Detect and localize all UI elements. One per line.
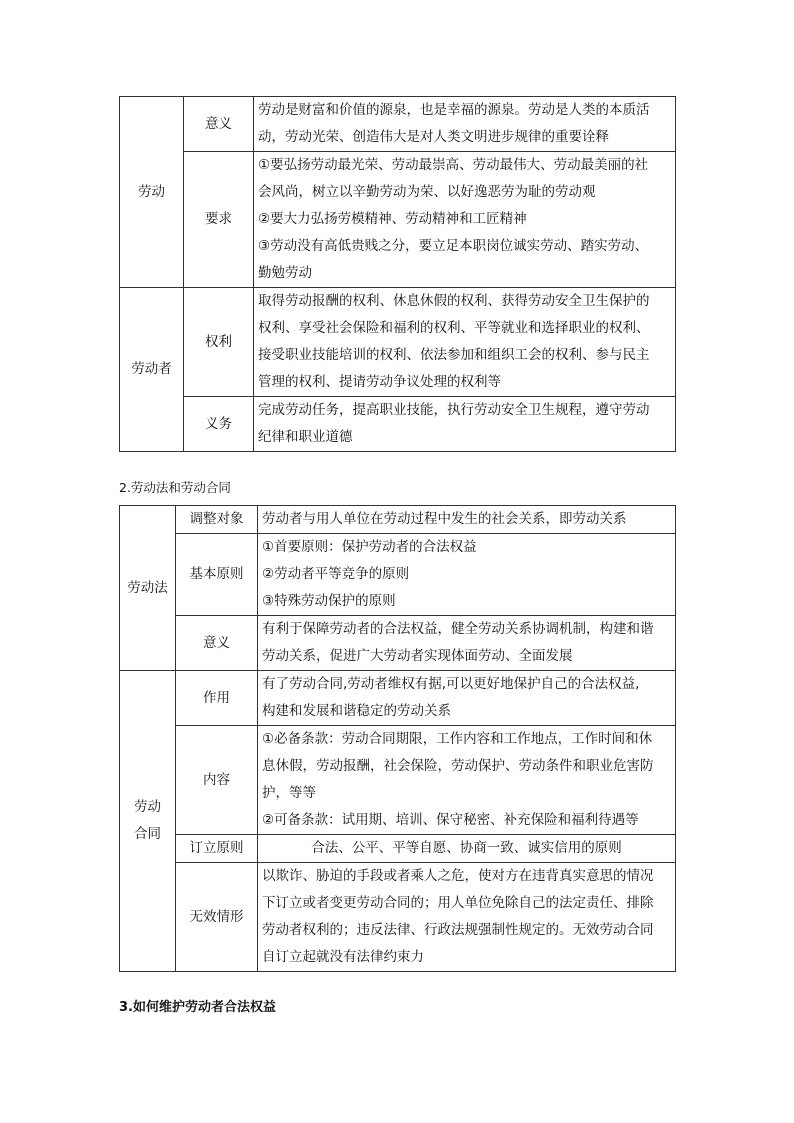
labor-table [119,96,676,452]
labor-meaning-text: 劳动是财富和价值的源泉，也是幸福的源泉。劳动是人类的本质活 动，劳动光荣、创造伟大是对人类文明进步规律的重要诠释 [254,97,676,152]
table-row [120,726,676,835]
contract-invalid-label: 无效情形 [176,863,258,972]
labor-header-cell: 劳动 [120,97,184,288]
labor-requirement-text: ①要弘扬劳动最光荣、劳动最崇高、劳动最伟大、劳动最美丽的社 会风尚，树立以辛勤劳动为荣、以好逸恶劳为耻的劳动观 ②要大力弘扬劳模精神、劳动精神和工匠精神 ③劳动没有高低贵贱之分，要立足本职岗位诚实劳动、踏实劳动、 勤勉劳动 [254,152,676,288]
worker-rights-label: 权利 [184,288,254,397]
contract-function-text: 有了劳动合同,劳动者维权有据,可以更好地保护自己的合法权益, 构建和发展和谐稳定的劳动关系 [258,671,676,726]
law-principle-text: ①首要原则：保护劳动者的合法权益 ②劳动者平等竞争的原则 ③特殊劳动保护的原则 [258,534,676,616]
table-row [120,671,676,726]
section3-heading: 3.如何维护劳动者合法权益 [119,1000,276,1015]
labor-law-header-cell: 劳动法 [120,506,176,671]
table-row [120,863,676,972]
contract-content-text: ①必备条款：劳动合同期限，工作内容和工作地点，工作时间和休 息休假，劳动报酬，社会保险，劳动保护、劳动条件和职业危害防 护，等等 ②可备条款：试用期、培训、保守秘密、补充保险和福利待遇等 [258,726,676,835]
law-meaning-label: 意义 [176,616,258,671]
worker-duties-text: 完成劳动任务，提高职业技能，执行劳动安全卫生规程，遵守劳动 纪律和职业道德 [254,397,676,452]
contract-content-label: 内容 [176,726,258,835]
contract-function-label: 作用 [176,671,258,726]
table-row [120,152,676,288]
law-object-text: 劳动者与用人单位在劳动过程中发生的社会关系，即劳动关系 [258,506,676,534]
table-row [120,835,676,863]
contract-principle-label: 订立原则 [176,835,258,863]
labor-meaning-label: 意义 [184,97,254,152]
contract-invalid-text: 以欺诈、胁迫的手段或者乘人之危，使对方在违背真实意思的情况 下订立或者变更劳动合同的；用人单位免除自己的法定责任、排除 劳动者权利的；违反法律、行政法规强制性规定的。无效劳动合同 自订立起就没有法律约束力 [258,863,676,972]
labor-requirement-label: 要求 [184,152,254,288]
contract-principle-text: 合法、公平、平等自愿、协商一致、诚实信用的原则 [258,835,676,863]
contract-header-cell: 劳动 合同 [120,671,176,972]
table-row [120,616,676,671]
law-object-label: 调整对象 [176,506,258,534]
worker-header-cell: 劳动者 [120,288,184,452]
labor-law-table [119,505,676,972]
worker-rights-text: 取得劳动报酬的权利、休息休假的权利、获得劳动安全卫生保护的 权利、享受社会保险和福利的权利、平等就业和选择职业的权利、 接受职业技能培训的权利、依法参加和组织工会的权利、参与民主 管理的权利、提请劳动争议处理的权利等 [254,288,676,397]
table-row [120,506,676,534]
law-meaning-text: 有利于保障劳动者的合法权益，健全劳动关系协调机制，构建和谐 劳动关系，促进广大劳动者实现体面劳动、全面发展 [258,616,676,671]
worker-duties-label: 义务 [184,397,254,452]
table-row [120,97,676,152]
section2-heading: 2.劳动法和劳动合同 [119,480,231,495]
table-row [120,397,676,452]
table-row [120,288,676,397]
table-row [120,534,676,616]
law-principle-label: 基本原则 [176,534,258,616]
